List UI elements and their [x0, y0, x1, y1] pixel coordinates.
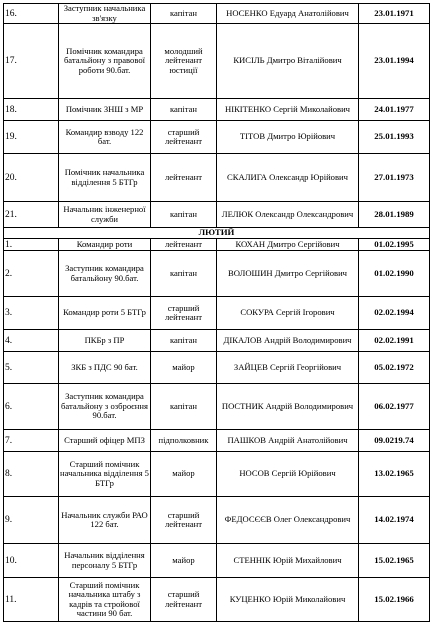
rank-cell: лейтенант — [151, 239, 217, 251]
row-number: 10. — [4, 544, 59, 578]
position-cell: Помічник ЗНШ з МР — [59, 99, 151, 121]
name-cell: ЗАЙЦЕВ Сергій Георгійович — [217, 352, 359, 384]
table-row — [4, 430, 430, 452]
position-cell: Старший офіцер МПЗ — [59, 430, 151, 452]
name-cell: ПОСТНИК Андрій Володимирович — [217, 384, 359, 430]
position-cell: Помічник командира батальйону з правової роботи 90.бат. — [59, 24, 151, 99]
rank-cell: капітан — [151, 99, 217, 121]
row-number: 9. — [4, 497, 59, 544]
name-cell: КИСІЛЬ Дмитро Віталійович — [217, 24, 359, 99]
row-number: 2. — [4, 251, 59, 297]
position-cell: Старший помічник начальника штабу з кадрів та стройової частини 90 бат. — [59, 578, 151, 622]
name-cell: НОСОВ Сергій Юрійович — [217, 452, 359, 497]
position-cell: Командир взводу 122 бат. — [59, 121, 151, 154]
table-row — [4, 251, 430, 297]
rank-cell: майор — [151, 452, 217, 497]
name-cell: ФЕДОСЄЄВ Олег Олександрович — [217, 497, 359, 544]
rank-cell: капітан — [151, 202, 217, 228]
row-number: 11. — [4, 578, 59, 622]
birthdate-cell: 28.01.1989 — [359, 202, 430, 228]
month-header: ЛЮТИЙ — [4, 228, 430, 239]
table-row — [4, 352, 430, 384]
name-cell: СТЕННІК Юрій Михайлович — [217, 544, 359, 578]
row-number: 7. — [4, 430, 59, 452]
row-number: 1. — [4, 239, 59, 251]
position-cell: Командир роти — [59, 239, 151, 251]
position-cell: ЗКБ з ПДС 90 бат. — [59, 352, 151, 384]
table-row — [4, 497, 430, 544]
birthdate-cell: 02.02.1994 — [359, 297, 430, 330]
rank-cell: майор — [151, 544, 217, 578]
birthdate-cell: 14.02.1974 — [359, 497, 430, 544]
birthdate-cell: 02.02.1991 — [359, 330, 430, 352]
name-cell: НОСЕНКО Едуард Анатолійович — [217, 4, 359, 24]
birthdate-cell: 09.0219.74 — [359, 430, 430, 452]
table-row — [4, 384, 430, 430]
row-number: 3. — [4, 297, 59, 330]
rank-cell: капітан — [151, 251, 217, 297]
row-number: 19. — [4, 121, 59, 154]
position-cell: Начальник інженерної служби — [59, 202, 151, 228]
birthdate-cell: 06.02.1977 — [359, 384, 430, 430]
name-cell: ТІТОВ Дмитро Юрійович — [217, 121, 359, 154]
table-row — [4, 297, 430, 330]
rank-cell: старший лейтенант — [151, 121, 217, 154]
birthdate-cell: 13.02.1965 — [359, 452, 430, 497]
rank-cell: підполковник — [151, 430, 217, 452]
position-cell: Заступник начальника зв'язку — [59, 4, 151, 24]
name-cell: ЛЕЛЮК Олександр Олександрович — [217, 202, 359, 228]
table-row — [4, 578, 430, 622]
rank-cell: старший лейтенант — [151, 578, 217, 622]
row-number: 8. — [4, 452, 59, 497]
row-number: 18. — [4, 99, 59, 121]
name-cell: КОХАН Дмитро Сергійович — [217, 239, 359, 251]
position-cell: ПКБр з ПР — [59, 330, 151, 352]
table-row — [4, 24, 430, 99]
name-cell: ВОЛОШИН Дмитро Сергійович — [217, 251, 359, 297]
birthdate-cell: 23.01.1971 — [359, 4, 430, 24]
birthdate-cell: 15.02.1966 — [359, 578, 430, 622]
birthdate-cell: 01.02.1990 — [359, 251, 430, 297]
rank-cell: старший лейтенант — [151, 497, 217, 544]
month-header-row — [4, 228, 430, 239]
position-cell: Командир роти 5 БТГр — [59, 297, 151, 330]
birthdate-cell: 05.02.1972 — [359, 352, 430, 384]
rank-cell: молодший лейтенант юстиції — [151, 24, 217, 99]
table-row — [4, 154, 430, 202]
position-cell: Начальник відділення персоналу 5 БТГр — [59, 544, 151, 578]
row-number: 21. — [4, 202, 59, 228]
table-row — [4, 121, 430, 154]
birthday-table — [3, 3, 430, 622]
row-number: 16. — [4, 4, 59, 24]
table-row — [4, 239, 430, 251]
position-cell: Заступник командира батальйону 90.бат. — [59, 251, 151, 297]
position-cell: Начальник служби РАО 122 бат. — [59, 497, 151, 544]
name-cell: СОКУРА Сергій Ігорович — [217, 297, 359, 330]
table-row — [4, 452, 430, 497]
rank-cell: майор — [151, 352, 217, 384]
table-row — [4, 330, 430, 352]
name-cell: СКАЛИГА Олександр Юрійович — [217, 154, 359, 202]
rank-cell: капітан — [151, 384, 217, 430]
row-number: 20. — [4, 154, 59, 202]
position-cell: Помічник начальника відділення 5 БТГр — [59, 154, 151, 202]
row-number: 5. — [4, 352, 59, 384]
name-cell: НІКІТЕНКО Сергій Миколайович — [217, 99, 359, 121]
name-cell: КУЦЕНКО Юрій Миколайович — [217, 578, 359, 622]
birthdate-cell: 24.01.1977 — [359, 99, 430, 121]
birthdate-cell: 25.01.1993 — [359, 121, 430, 154]
table-row — [4, 99, 430, 121]
rank-cell: старший лейтенант — [151, 297, 217, 330]
row-number: 6. — [4, 384, 59, 430]
position-cell: Старший помічник начальника відділення 5 БТГр — [59, 452, 151, 497]
table-row — [4, 4, 430, 24]
name-cell: ДІКАЛОВ Андрій Володимирович — [217, 330, 359, 352]
name-cell: ПАШКОВ Андрій Анатолійович — [217, 430, 359, 452]
birthdate-cell: 15.02.1965 — [359, 544, 430, 578]
birthdate-cell: 27.01.1973 — [359, 154, 430, 202]
position-cell: Заступник командира батальйону з озброєння 90.бат. — [59, 384, 151, 430]
birthdate-cell: 23.01.1994 — [359, 24, 430, 99]
row-number: 17. — [4, 24, 59, 99]
rank-cell: капітан — [151, 4, 217, 24]
birthdate-cell: 01.02.1995 — [359, 239, 430, 251]
table-row — [4, 544, 430, 578]
table-row — [4, 202, 430, 228]
row-number: 4. — [4, 330, 59, 352]
rank-cell: лейтенант — [151, 154, 217, 202]
rank-cell: капітан — [151, 330, 217, 352]
